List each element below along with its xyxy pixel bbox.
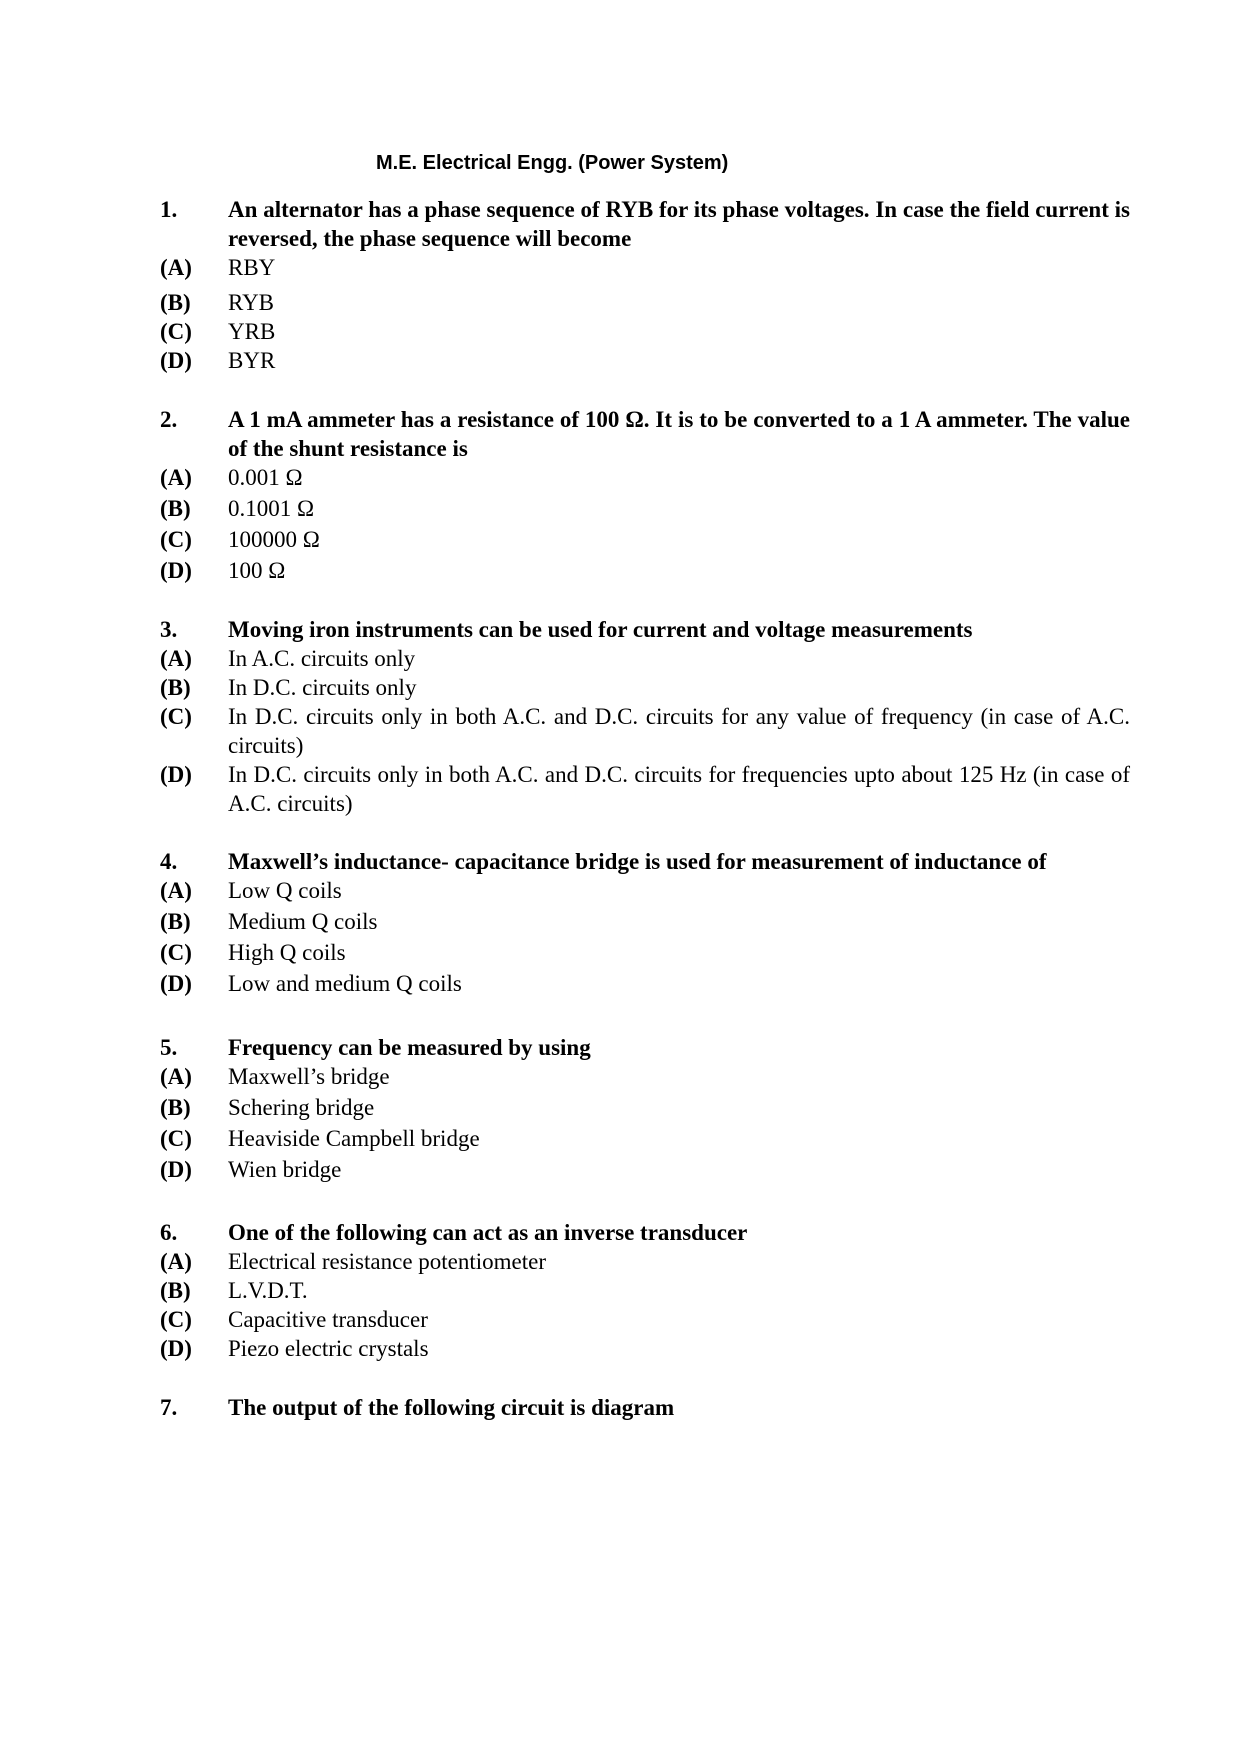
option-a <box>160 1247 1130 1276</box>
option-text: Schering bridge <box>228 1095 375 1120</box>
option-label: (B) <box>160 909 191 934</box>
option-label: (A) <box>160 1064 192 1089</box>
option-d <box>160 1155 1130 1184</box>
option-label: (D) <box>160 1336 192 1361</box>
option-d <box>160 346 1130 375</box>
question-text: One of the following can act as an inverse transducer <box>228 1220 748 1245</box>
option-a <box>160 253 1130 282</box>
option-label: (A) <box>160 465 192 490</box>
option-text: Medium Q coils <box>228 909 378 934</box>
option-a <box>160 876 1130 905</box>
option-label: (B) <box>160 1095 191 1120</box>
option-text: 100 Ω <box>228 558 286 583</box>
option-a <box>160 1062 1130 1091</box>
option-text: BYR <box>228 348 276 373</box>
question-stem <box>160 405 1130 463</box>
question-7 <box>160 1393 1130 1422</box>
question-3 <box>160 615 1130 818</box>
option-b <box>160 907 1130 936</box>
option-label: (C) <box>160 527 192 552</box>
option-text: High Q coils <box>228 940 346 965</box>
option-label: (C) <box>160 940 192 965</box>
option-text: 0.1001 Ω <box>228 496 315 521</box>
question-number: 1. <box>160 197 178 222</box>
question-4 <box>160 847 1130 998</box>
question-text: A 1 mA ammeter has a resistance of 100 Ω. It is to be converted to a 1 A ammeter. The value of the shunt resistance is <box>228 407 1130 461</box>
option-text: Low Q coils <box>228 878 342 903</box>
option-text: 0.001 Ω <box>228 465 303 490</box>
question-stem <box>160 615 1130 644</box>
question-number: 3. <box>160 617 178 642</box>
option-label: (D) <box>160 1157 192 1182</box>
question-number: 7. <box>160 1395 178 1420</box>
question-number: 5. <box>160 1035 178 1060</box>
question-stem <box>160 1033 1130 1062</box>
option-c <box>160 525 1130 554</box>
question-text: Frequency can be measured by using <box>228 1035 591 1060</box>
option-label: (D) <box>160 558 192 583</box>
option-text: In D.C. circuits only in both A.C. and D.C. circuits for any value of frequency (in case of A.C. circuits) <box>228 704 1130 758</box>
page-title: M.E. Electrical Engg. (Power System) <box>376 152 729 174</box>
question-text: Maxwell’s inductance- capacitance bridge is used for measurement of inductance of <box>228 849 1047 874</box>
option-text: Capacitive transducer <box>228 1307 428 1332</box>
option-label: (C) <box>160 319 192 344</box>
option-text: Piezo electric crystals <box>228 1336 429 1361</box>
option-c <box>160 702 1130 760</box>
question-number: 6. <box>160 1220 178 1245</box>
question-number: 2. <box>160 407 178 432</box>
option-label: (B) <box>160 1278 191 1303</box>
question-6 <box>160 1218 1130 1363</box>
option-label: (B) <box>160 496 191 521</box>
question-stem <box>160 195 1130 253</box>
option-label: (A) <box>160 255 192 280</box>
option-c <box>160 938 1130 967</box>
option-text: L.V.D.T. <box>228 1278 308 1303</box>
option-label: (B) <box>160 675 191 700</box>
option-label: (C) <box>160 704 192 729</box>
option-c <box>160 1305 1130 1334</box>
question-text: Moving iron instruments can be used for current and voltage measurements <box>228 617 973 642</box>
option-d <box>160 969 1130 998</box>
option-text: Wien bridge <box>228 1157 342 1182</box>
option-label: (A) <box>160 646 192 671</box>
question-number: 4. <box>160 849 178 874</box>
option-label: (A) <box>160 878 192 903</box>
option-b <box>160 494 1130 523</box>
option-c <box>160 1124 1130 1153</box>
option-text: Heaviside Campbell bridge <box>228 1126 480 1151</box>
option-b <box>160 1276 1130 1305</box>
option-text: In D.C. circuits only in both A.C. and D.C. circuits for frequencies upto about 125 Hz (in case of A.C. circuits) <box>228 762 1130 816</box>
option-a <box>160 644 1130 673</box>
option-c <box>160 317 1130 346</box>
option-d <box>160 760 1130 818</box>
option-text: Maxwell’s bridge <box>228 1064 390 1089</box>
option-d <box>160 1334 1130 1363</box>
option-text: 100000 Ω <box>228 527 320 552</box>
option-text: In D.C. circuits only <box>228 675 417 700</box>
option-b <box>160 288 1130 317</box>
option-text: Low and medium Q coils <box>228 971 462 996</box>
option-label: (A) <box>160 1249 192 1274</box>
option-d <box>160 556 1130 585</box>
question-stem <box>160 847 1130 876</box>
option-text: Electrical resistance potentiometer <box>228 1249 547 1274</box>
option-text: YRB <box>228 319 276 344</box>
option-a <box>160 463 1130 492</box>
question-stem <box>160 1218 1130 1247</box>
option-label: (D) <box>160 971 192 996</box>
option-text: RBY <box>228 255 276 280</box>
question-text: The output of the following circuit is diagram <box>228 1395 675 1420</box>
question-1 <box>160 195 1130 375</box>
option-label: (C) <box>160 1126 192 1151</box>
option-label: (C) <box>160 1307 192 1332</box>
option-label: (B) <box>160 290 191 315</box>
option-text: In A.C. circuits only <box>228 646 416 671</box>
option-text: RYB <box>228 290 275 315</box>
option-label: (D) <box>160 762 192 787</box>
option-label: (D) <box>160 348 192 373</box>
question-5 <box>160 1033 1130 1184</box>
question-stem <box>160 1393 1130 1422</box>
question-2 <box>160 405 1130 585</box>
question-text: An alternator has a phase sequence of RYB for its phase voltages. In case the field current is reversed, the phase sequence will become <box>228 197 1130 251</box>
option-b <box>160 1093 1130 1122</box>
option-b <box>160 673 1130 702</box>
